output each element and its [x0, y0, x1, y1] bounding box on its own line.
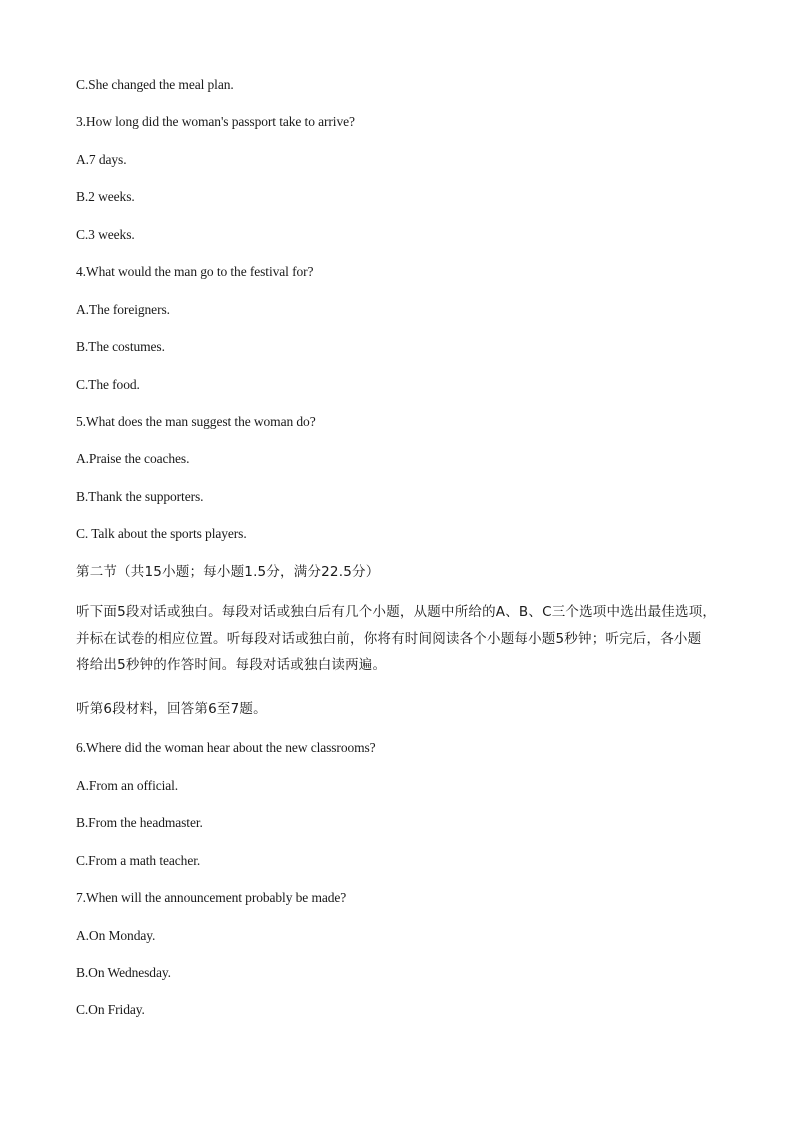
q4-option-a: A.The foreigners.	[76, 302, 170, 317]
q6-option-c: C.From a math teacher.	[76, 853, 201, 868]
instructions-line-3: 将给出5秒钟的作答时间。每段对话或独白读两遍。	[76, 657, 387, 673]
q5-option-b: B.Thank the supporters.	[76, 489, 204, 504]
q3-option-b: B.2 weeks.	[76, 189, 135, 204]
section2-heading: 第二节（共15小题；每小题1.5分，满分22.5分）	[76, 564, 380, 580]
q7-option-a: A.On Monday.	[76, 928, 156, 943]
q4-option-b: B.The costumes.	[76, 339, 165, 354]
q4-option-c: C.The food.	[76, 377, 140, 392]
q3-question: 3.How long did the woman's passport take to arrive?	[76, 114, 355, 129]
q7-question: 7.When will the announcement probably be made?	[76, 890, 347, 905]
instructions-line-1: 听下面5段对话或独白。每段对话或独白后有几个小题，从题中所给的A、B、C三个选项中选出最佳选项，	[76, 604, 717, 620]
q5-question: 5.What does the man suggest the woman do?	[76, 414, 316, 429]
q7-option-c: C.On Friday.	[76, 1002, 145, 1017]
material-note: 听第6段材料，回答第6至7题。	[76, 701, 267, 717]
q2-option-c: C.She changed the meal plan.	[76, 77, 234, 92]
q6-option-b: B.From the headmaster.	[76, 815, 203, 830]
q6-option-a: A.From an official.	[76, 778, 179, 793]
q5-option-c: C. Talk about the sports players.	[76, 526, 247, 541]
q5-option-a: A.Praise the coaches.	[76, 451, 190, 466]
q3-option-c: C.3 weeks.	[76, 227, 135, 242]
instructions-line-2: 并标在试卷的相应位置。听每段对话或独白前，你将有时间阅读各个小题每小题5秒钟；听完后，各小题	[76, 630, 702, 647]
q6-question: 6.Where did the woman hear about the new classrooms?	[76, 740, 376, 755]
section2-instructions	[76, 599, 731, 679]
q4-question: 4.What would the man go to the festival for?	[76, 264, 314, 279]
q7-option-b: B.On Wednesday.	[76, 965, 171, 980]
q3-option-a: A.7 days.	[76, 152, 127, 167]
